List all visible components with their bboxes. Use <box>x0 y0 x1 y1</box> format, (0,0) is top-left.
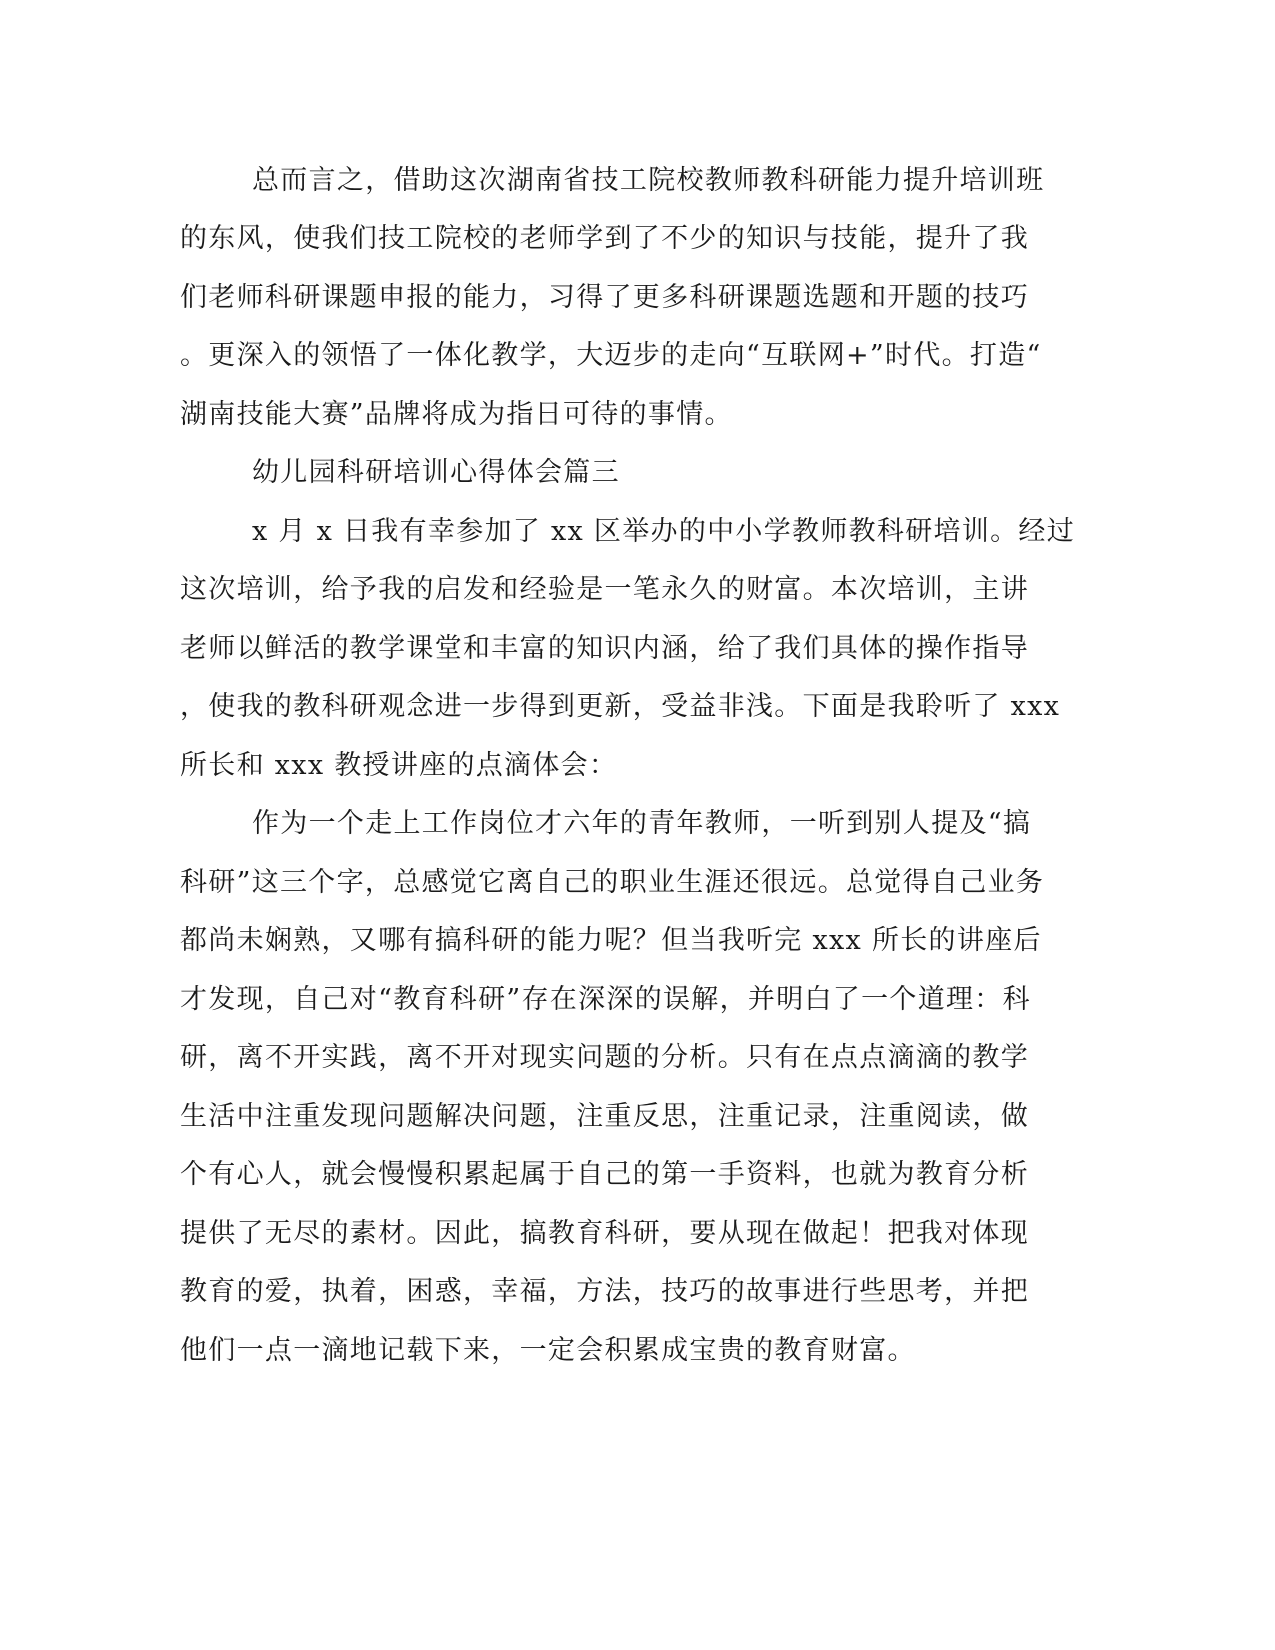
paragraph-1-line: 们老师科研课题申报的能力，习得了更多科研课题选题和开题的技巧 <box>180 282 1029 313</box>
paragraph-3-line: 生活中注重发现问题解决问题，注重反思，注重记录，注重阅读，做 <box>180 1101 1029 1132</box>
paragraph-3-line: 教育的爱，执着，困惑，幸福，方法，技巧的故事进行些思考，并把 <box>180 1276 1029 1307</box>
paragraph-2-line: 这次培训，给予我的启发和经验是一笔永久的财富。本次培训，主讲 <box>180 574 1029 605</box>
paragraph-3-line: 才发现，自己对“教育科研”存在深深的误解，并明白了一个道理：科 <box>180 984 1031 1015</box>
paragraph-2-line: x 月 x 日我有幸参加了 xx 区举办的中小学教师教科研培训。经过 <box>252 516 1076 547</box>
paragraph-1-line: 湖南技能大赛”品牌将成为指日可待的事情。 <box>180 399 733 430</box>
paragraph-2-line: 老师以鲜活的教学课堂和丰富的知识内涵，给了我们具体的操作指导 <box>180 633 1029 664</box>
paragraph-1-line: 总而言之，借助这次湖南省技工院校教师教科研能力提升培训班 <box>252 165 1045 196</box>
paragraph-3-line: 提供了无尽的素材。因此，搞教育科研，要从现在做起！把我对体现 <box>180 1218 1029 1249</box>
paragraph-3-line: 科研”这三个字，总感觉它离自己的职业生涯还很远。总觉得自己业务 <box>180 867 1045 898</box>
paragraph-3-line: 都尚未娴熟，又哪有搞科研的能力呢？但当我听完 xxx 所长的讲座后 <box>180 925 1042 956</box>
paragraph-2-line: ，使我的教科研观念进一步得到更新，受益非浅。下面是我聆听了 xxx <box>180 691 1061 722</box>
paragraph-3-line: 他们一点一滴地记载下来，一定会积累成宝贵的教育财富。 <box>180 1335 916 1366</box>
section-heading: 幼儿园科研培训心得体会篇三 <box>252 457 620 488</box>
paragraph-1-line: 。更深入的领悟了一体化教学，大迈步的走向“互联网+”时代。打造“ <box>180 340 1042 371</box>
paragraph-3-line: 作为一个走上工作岗位才六年的青年教师，一听到别人提及“搞 <box>252 808 1032 839</box>
paragraph-2-line: 所长和 xxx 教授讲座的点滴体会： <box>180 750 618 781</box>
paragraph-1-line: 的东风，使我们技工院校的老师学到了不少的知识与技能，提升了我 <box>180 223 1029 254</box>
paragraph-3-line: 个有心人，就会慢慢积累起属于自己的第一手资料，也就为教育分析 <box>180 1159 1029 1190</box>
paragraph-3-line: 研，离不开实践，离不开对现实问题的分析。只有在点点滴滴的教学 <box>180 1042 1029 1073</box>
